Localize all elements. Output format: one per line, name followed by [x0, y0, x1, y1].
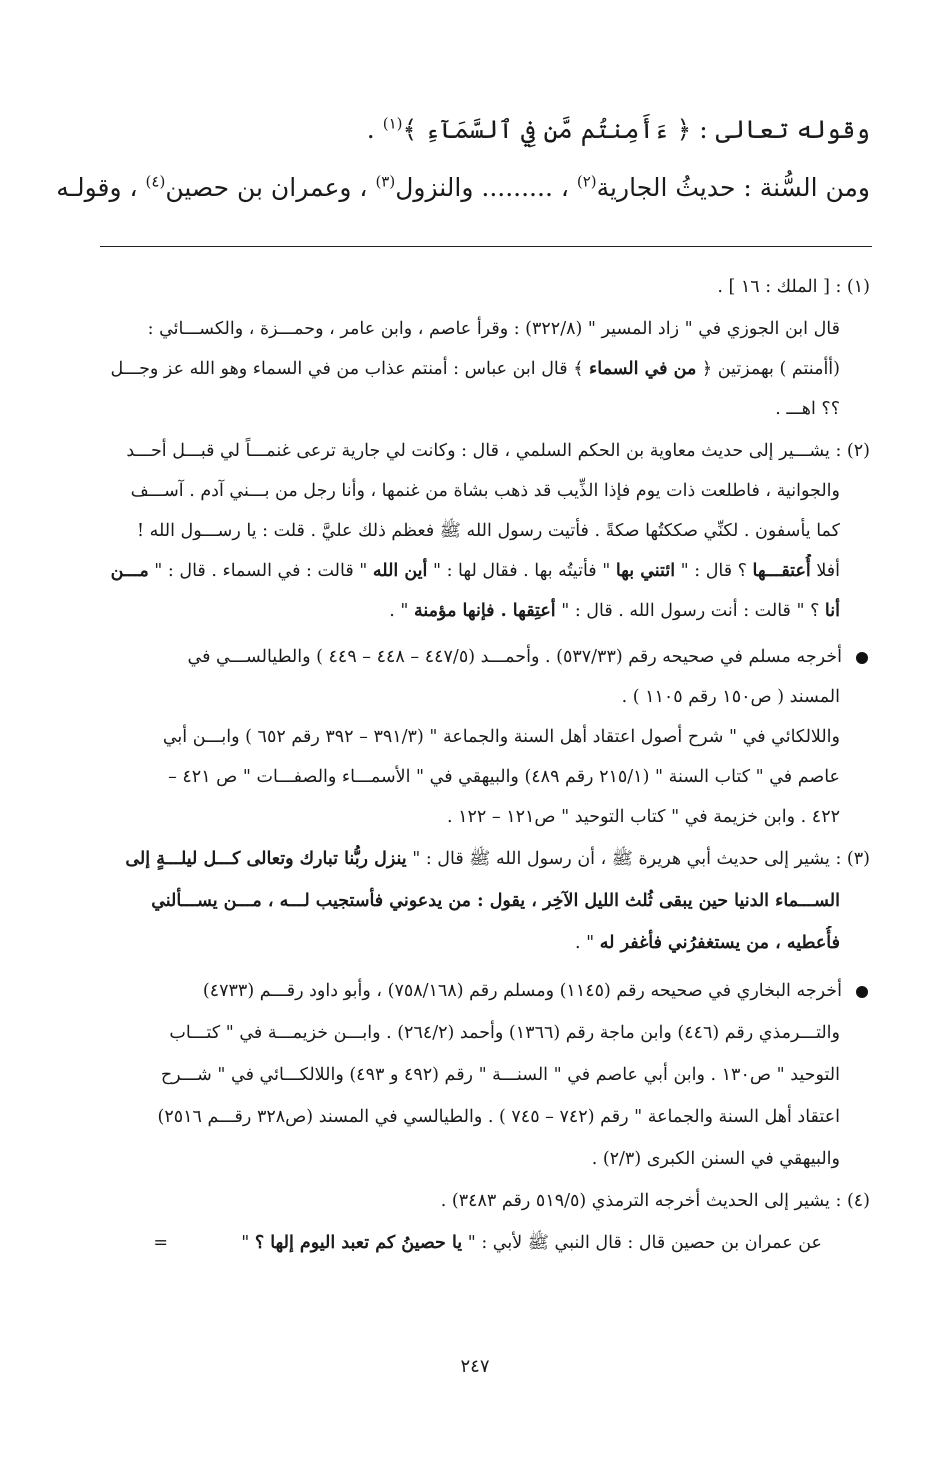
main-text: ، وعمران بن حصين — [165, 173, 376, 202]
footnote-text: (٣) : يشير إلى حديث أبي هريرة ﷺ ، أن رسول الله ﷺ قال : " — [406, 849, 870, 869]
footnote-ref-4[interactable]: (٤) — [145, 172, 166, 191]
main-text: ، وقولـه — [56, 173, 146, 202]
footnote-3-source-line-1: أخرجه البخاري في صحيحه رقم (١١٤٥) ومسلم رقم (٧٥٨/١٦٨) ، وأبو داود رقـــم (٤٧٣٣) — [202, 981, 842, 1001]
footnote-2-source-line-4: عاصم في " كتاب السنة " (٢١٥/١ رقم ٤٨٩) والبيهقي في " الأسمـــاء والصفـــات " ص ٤٢١ – — [168, 767, 840, 787]
footnote-text: " قالت : في السماء . قال : " — [148, 561, 373, 581]
footnote-bold-text: ينزل ربُّنا تبارك وتعالى كـــل ليلـــةٍ إلى — [125, 849, 407, 869]
footnote-separator — [100, 246, 872, 247]
footnote-ref-1[interactable]: (١) — [382, 114, 403, 133]
footnote-2-line-5 — [100, 594, 840, 629]
footnote-bold-text: أُعتقـــها — [752, 561, 811, 581]
footnote-bold-text: يا حصينُ كم تعبد اليوم إلها ؟ — [254, 1233, 463, 1253]
main-text-line-1 — [90, 110, 870, 150]
footnote-3-line-1 — [100, 842, 870, 877]
bullet-icon — [856, 986, 868, 998]
footnote-bold-text: ائتني بها — [615, 561, 676, 581]
footnote-text: أفلا — [810, 561, 840, 581]
footnote-bold-text: من في السماء — [589, 359, 697, 379]
footnote-text: " فأتيتُه بها . فقال لها : " — [427, 561, 616, 581]
footnote-text: ؟ قال : " — [675, 561, 753, 581]
footnote-ref-2[interactable]: (٢) — [576, 172, 597, 191]
footnote-2-line-2: والجوانية ، فاطلعت ذات يوم فإذا الذِّيب قد ذهب بشاة من غنمها ، وأنا رجل من بـــني آدم . آســـف — [130, 481, 840, 501]
footnote-text: ؟ " قالت : أنت رسول الله . قال : " — [555, 601, 825, 621]
footnote-2-source-line-5: ٤٢٢ . وابن خزيمة في " كتاب التوحيد " ص١٢١ – ١٢٢ . — [446, 807, 840, 827]
footnote-text: " . — [389, 601, 415, 621]
main-text: . — [366, 115, 383, 144]
footnote-ref-3[interactable]: (٣) — [375, 172, 396, 191]
footnote-3-line-2 — [100, 884, 840, 919]
footnote-text: (أأمنتم ) بهمزتين ﴿ — [696, 359, 840, 379]
footnote-4-line-1: (٤) : يشير إلى الحديث أخرجه الترمذي (٥١٩/٥ رقم ٣٤٨٣) . — [440, 1191, 870, 1211]
footnote-3-source-line-5: والبيهقي في السنن الكبرى (٢/٣) . — [591, 1149, 840, 1169]
footnote-bold-text: أين الله — [372, 561, 428, 581]
footnote-3-line-3 — [100, 926, 840, 961]
quran-verse: ﴿ ءَأَمِنتُم مَّن فِي ٱلسَّمَآءِ ﴾ — [402, 115, 692, 144]
footnote-3-source-line-3: التوحيد " ص١٣٠ . وابن أبي عاصم في " السنـــة " رقم (٤٩٢ و ٤٩٣) واللالكـــائي في " شـــرح — [160, 1065, 840, 1085]
footnote-2-source-line-2: المسند ( ص١٥٠ رقم ١١٠٥ ) . — [621, 687, 840, 707]
footnote-2-source-line-1: أخرجه مسلم في صحيحه رقم (٥٣٧/٣٣) . وأحمـــد (٤٤٧/٥ – ٤٤٨ – ٤٤٩ ) والطيالســـي في — [187, 647, 842, 667]
main-text: ، ......... والنزول — [395, 173, 577, 202]
main-text: وقوله تعالى : — [691, 115, 870, 144]
footnote-2-source-line-3: واللالكائي في " شرح أصول اعتقاد أهل السنة والجماعة " (٣٩١/٣ – ٣٩٢ رقم ٦٥٢ ) وابـــن أبي — [162, 727, 840, 747]
footnote-bold-text: أنا — [824, 601, 840, 621]
footnote-1-line-2: قال ابن الجوزي في " زاد المسير " (٣٢٢/٨) : وقرأ عاصم ، وابن عامر ، وحمـــزة ، والكســـائي : — [147, 319, 840, 339]
main-text-line-2 — [56, 168, 870, 208]
footnote-1-line-4: ؟؟ اهـــ . — [775, 399, 840, 419]
footnote-bold-text: فأُعطيه ، من يستغفرُني فأغفر له — [599, 933, 840, 953]
footnote-text: ﴾ قال ابن عباس : أمنتم عذاب من في السماء وهو الله عز وجـــل — [110, 359, 590, 379]
page-number: ٢٤٧ — [460, 1356, 490, 1377]
footnote-2-line-1: (٢) : يشـــير إلى حديث معاوية بن الحكم السلمي ، قال : وكانت لي جارية ترعى غنمـــاً لي قبـــل أحـــد — [126, 441, 870, 461]
footnote-text: عن عمران بن حصين قال : قال النبي ﷺ لأبي : " — [462, 1233, 822, 1253]
footnote-bold-text: الســـماء الدنيا حين يبقى ثُلث الليل الآخِر ، يقول : من يدعوني فأستجيب لـــه ، مـــن يســـألني — [151, 891, 840, 911]
footnote-3-source-line-4: اعتقاد أهل السنة والجماعة " رقم (٧٤٢ – ٧٤٥ ) . والطيالسي في المسند (ص٣٢٨ رقـــم ٢٥١٦) — [157, 1107, 840, 1127]
footnote-1-line-1: (١) : [ الملك : ١٦ ] . — [717, 277, 870, 297]
footnote-text: " — [241, 1233, 255, 1253]
footnote-2-line-4 — [100, 554, 840, 589]
footnote-4-line-2 — [150, 1226, 822, 1261]
bullet-icon — [856, 652, 868, 664]
footnote-3-source-line-2: والتـــرمذي رقم (٤٤٦) وابن ماجة رقم (١٣٦٦) وأحمد (٢٦٤/٢) . وابـــن خزيمـــة في " كتـــاب — [169, 1023, 840, 1043]
footnote-bold-text: أعتِقها . فإنها مؤمنة — [414, 601, 556, 621]
footnote-1-line-3 — [100, 352, 840, 387]
footnote-text: " . — [575, 933, 600, 953]
footnote-bold-text: مـــن — [110, 561, 149, 581]
continuation-mark: = — [153, 1233, 168, 1253]
main-text: ومن السُّنة : حديثُ الجارية — [596, 173, 870, 202]
footnote-2-line-3: كما يأسفون . لكنِّي صككتُها صكةً . فأتيت رسول الله ﷺ فعظم ذلك عليَّ . قلت : يا رســـول الله ! — [137, 521, 840, 541]
